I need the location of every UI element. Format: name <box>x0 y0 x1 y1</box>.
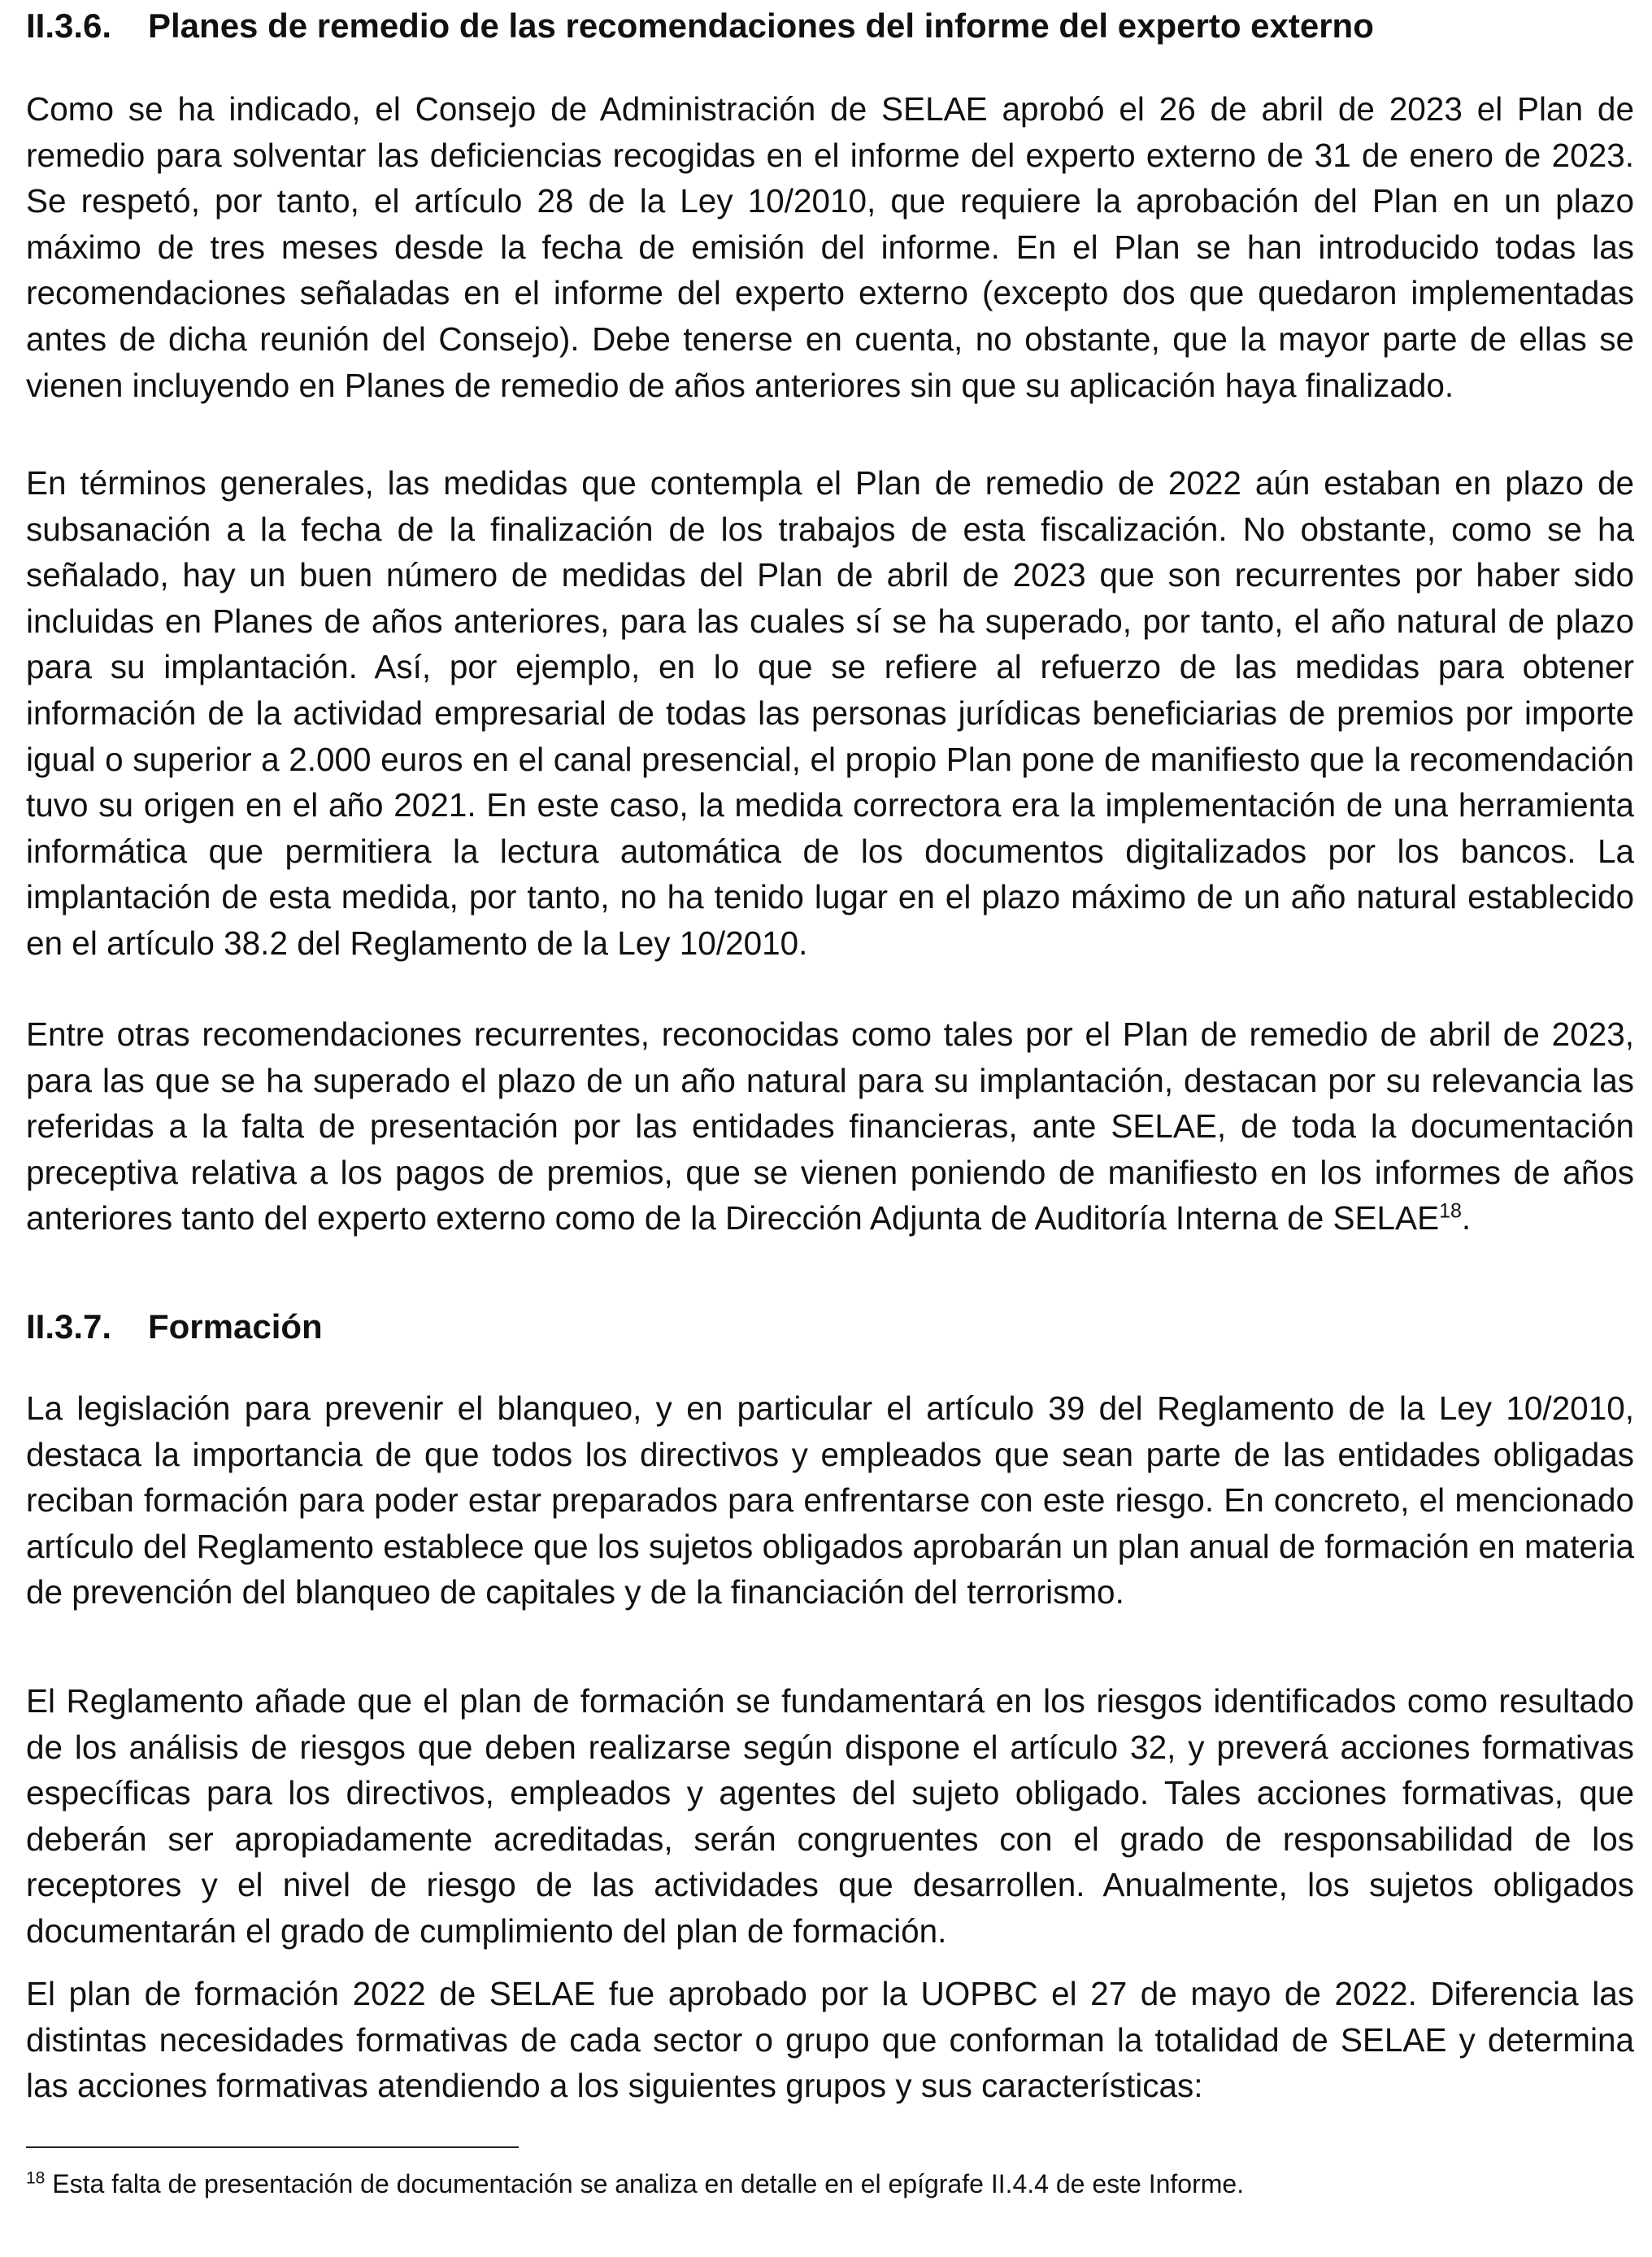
paragraph-text: Entre otras recomendaciones recurrentes, reconocidas como tales por el Plan de remedio de abril de 2023, para las que se ha superado el plazo de un año natural para su implantación, destacan por su relevancia las referidas a la falta de presentación por las entidades financieras, ante SELAE, de toda la documentación preceptiva relativa a los pagos de premios, que se vienen poniendo de manifiesto en los informes de años anteriores tanto del experto externo como de la Dirección Adjunta de Auditoría Interna de SELAE <box>26 1015 1634 1237</box>
paragraph: En términos generales, las medidas que contempla el Plan de remedio de 2022 aún estaban en plazo de subsanación a la fecha de la finalización de los trabajos de esta fiscalización. No obstante, como se ha señalado, hay un buen número de medidas del Plan de abril de 2023 que son recurrentes por haber sido incluidas en Planes de años anteriores, para las cuales sí se ha superado, por tanto, el año natural de plazo para su implantación. Así, por ejemplo, en lo que se refiere al refuerzo de las medidas para obtener información de la actividad empresarial de todas las personas jurídicas beneficiarias de premios por importe igual o superior a 2.000 euros en el canal presencial, el propio Plan pone de manifiesto que la recomendación tuvo su origen en el año 2021. En este caso, la medida correctora era la implementación de una herramienta informática que permitiera la lectura automática de los documentos digitalizados por los bancos. La implantación de esta medida, por tanto, no ha tenido lugar en el plazo máximo de un año natural establecido en el artículo 38.2 del Reglamento de la Ley 10/2010. <box>26 464 1634 962</box>
section-number: II.3.6. <box>26 7 112 45</box>
section-title: Formación <box>148 1307 323 1346</box>
paragraph: El Reglamento añade que el plan de formación se fundamentará en los riesgos identificados como resultado de los análisis de riesgos que deben realizarse según dispone el artículo 32, y preverá acciones formativas específicas para los directivos, empleados y agentes del sujeto obligado. Tales acciones formativas, que deberán ser apropiadamente acreditadas, serán congruentes con el grado de responsabilidad de los receptores y el nivel de riesgo de las actividades que desarrollen. Anualmente, los sujetos obligados documentarán el grado de cumplimiento del plan de formación. <box>26 1682 1634 1950</box>
paragraph: El plan de formación 2022 de SELAE fue aprobado por la UOPBC el 27 de mayo de 2022. Diferencia las distintas necesidades formativas de cada sector o grupo que conforman la totalidad de SELAE y determina las acciones formativas atendiendo a los siguientes grupos y sus características: <box>26 1975 1634 2105</box>
paragraph-end: . <box>1461 1199 1472 1237</box>
section-heading-ii-3-6 <box>26 3 1374 49</box>
section-title: Planes de remedio de las recomendaciones del informe del experto externo <box>148 7 1374 45</box>
section-number: II.3.7. <box>26 1307 112 1346</box>
footnote-number: 18 <box>26 2168 46 2188</box>
paragraph <box>26 1011 1634 1242</box>
paragraph: Como se ha indicado, el Consejo de Administración de SELAE aprobó el 26 de abril de 2023 el Plan de remedio para solventar las deficiencias recogidas en el informe del experto externo de 31 de enero de 2023. Se respetó, por tanto, el artículo 28 de la Ley 10/2010, que requiere la aprobación del Plan en un plazo máximo de tres meses desde la fecha de emisión del informe. En el Plan se han introducido todas las recomendaciones señaladas en el informe del experto externo (excepto dos que quedaron implementadas antes de dicha reunión del Consejo). Debe tenerse en cuenta, no obstante, que la mayor parte de ellas se vienen incluyendo en Planes de remedio de años anteriores sin que su aplicación haya finalizado. <box>26 90 1634 404</box>
paragraph: La legislación para prevenir el blanqueo, y en particular el artículo 39 del Reglamento de la Ley 10/2010, destaca la importancia de que todos los directivos y empleados que sean parte de las entidades obligadas reciban formación para poder estar preparados para enfrentarse con este riesgo. En concreto, el mencionado artículo del Reglamento establece que los sujetos obligados aprobarán un plan anual de formación en materia de prevención del blanqueo de capitales y de la financiación del terrorismo. <box>26 1389 1634 1611</box>
footnote <box>26 2168 1244 2200</box>
section-heading-ii-3-7 <box>26 1304 323 1350</box>
footnote-reference[interactable]: 18 <box>1439 1199 1462 1223</box>
footnote-text: Esta falta de presentación de documentación se analiza en detalle en el epígrafe II.4.4 de este Informe. <box>45 2169 1245 2198</box>
footnote-divider <box>26 2146 519 2148</box>
